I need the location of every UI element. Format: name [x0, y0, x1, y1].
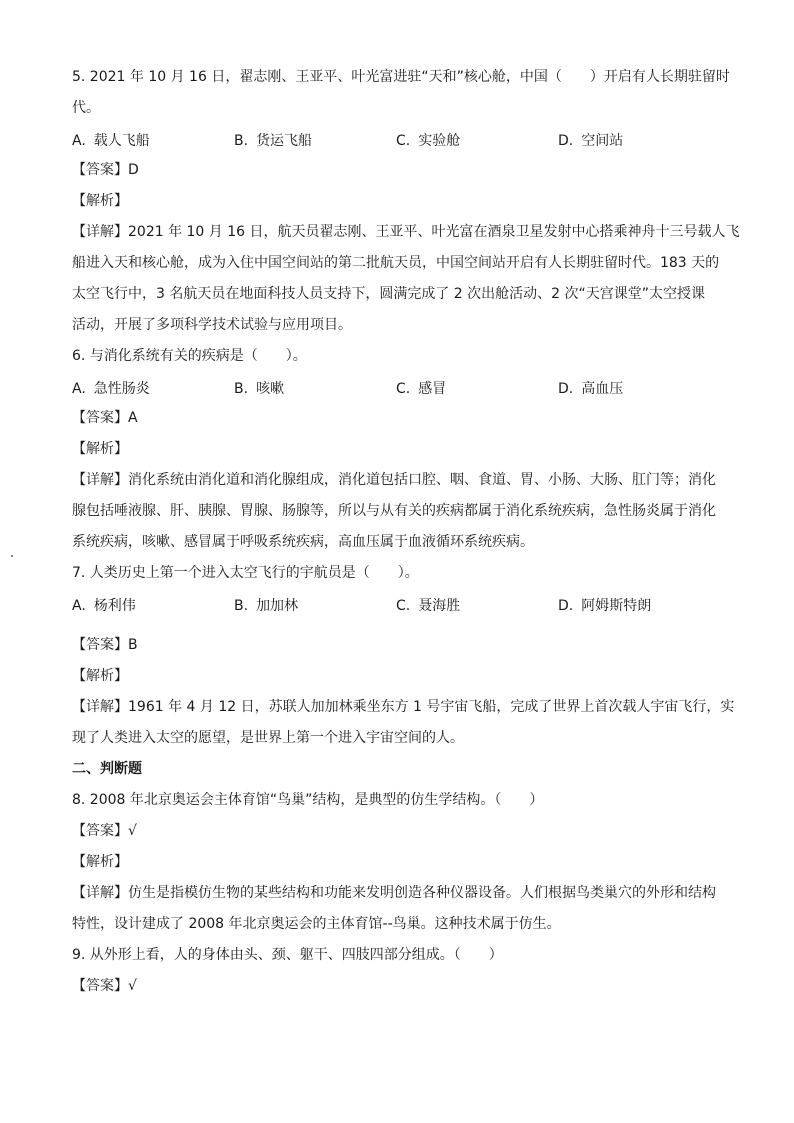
- question-stem: 7. 人类历史上第一个进入太空飞行的宇航员是（ ）。: [72, 565, 419, 581]
- document-page: [72, 62, 740, 1002]
- question-5: [72, 62, 740, 341]
- option-d: D. 高血压: [558, 380, 624, 397]
- options-row: [72, 372, 722, 403]
- option-b: B. 加加林: [234, 597, 299, 614]
- options-row: [72, 124, 722, 155]
- detail-line: 【详解】2021 年 10 月 16 日，航天员翟志刚、王亚平、叶光富在酒泉卫星发射中心搭乘神舟十三号载人飞: [72, 224, 740, 240]
- question-stem: 9. 从外形上看，人的身体由头、颈、躯干、四肢四部分组成。（ ）: [72, 947, 503, 963]
- question-stem: 8. 2008 年北京奥运会主体育馆“鸟巢”结构，是典型的仿生学结构。（ ）: [72, 792, 544, 808]
- detail-line: 太空飞行中，3 名航天员在地面科技人员支持下，圆满完成了 2 次出舱活动、2 次“天宫课堂”太空授课: [72, 286, 706, 302]
- detail-line: 腺包括唾液腺、肝、胰腺、胃腺、肠腺等，所以与从有关的疾病都属于消化系统疾病，急性肠炎属于消化: [72, 503, 716, 519]
- question-8: [72, 785, 722, 940]
- detail-line: 【详解】消化系统由消化道和消化腺组成，消化道包括口腔、咽、食道、胃、小肠、大肠、肛门等；消化: [72, 472, 716, 488]
- detail-line: 系统疾病，咳嗽、感冒属于呼吸系统疾病，高血压属于血液循环系统疾病。: [72, 534, 534, 550]
- option-c: C. 感冒: [396, 380, 447, 397]
- detail-line: 特性，设计建成了 2008 年北京奥运会的主体育馆--鸟巢。这种技术属于仿生。: [72, 916, 561, 932]
- option-c: C. 聂海胜: [396, 597, 461, 614]
- detail-line: 船进入天和核心舱，成为入住中国空间站的第二批航天员，中国空间站开启有人长期驻留时代。183 天的: [72, 255, 720, 271]
- question-stem: 6. 与消化系统有关的疾病是（ ）。: [72, 348, 307, 364]
- answer: 【答案】√: [72, 823, 137, 839]
- answer: 【答案】B: [72, 637, 138, 653]
- question-7: [72, 558, 735, 754]
- answer: 【答案】√: [72, 978, 137, 994]
- detail-line: 活动，开展了多项科学技术试验与应用项目。: [72, 317, 352, 333]
- option-d: D. 空间站: [558, 132, 624, 149]
- analysis-label: 【解析】: [72, 668, 128, 684]
- detail-line: 【详解】仿生是指模仿生物的某些结构和功能来发明创造各种仪器设备。人们根据鸟类巢穴的外形和结构: [72, 885, 716, 901]
- detail-line: 【详解】1961 年 4 月 12 日，苏联人加加林乘坐东方 1 号宇宙飞船，完成了世界上首次载人宇宙飞行，实: [72, 699, 735, 715]
- answer: 【答案】A: [72, 410, 138, 426]
- option-a: A. 杨利伟: [72, 597, 136, 614]
- question-stem: 5. 2021 年 10 月 16 日，翟志刚、王亚平、叶光富进驻“天和”核心舱，中国（ ）开启有人长期驻留时: [72, 69, 730, 85]
- stray-dot: [11, 555, 13, 557]
- option-a: A. 载人飞船: [72, 132, 150, 149]
- answer: 【答案】D: [72, 162, 139, 178]
- question-6: [72, 341, 722, 558]
- question-stem-continued: 代。: [72, 100, 100, 116]
- option-c: C. 实验舱: [396, 132, 461, 149]
- analysis-label: 【解析】: [72, 441, 128, 457]
- detail-line: 现了人类进入太空的愿望，是世界上第一个进入宇宙空间的人。: [72, 730, 464, 746]
- option-a: A. 急性肠炎: [72, 380, 150, 397]
- spacer: [72, 620, 722, 630]
- options-row: [72, 589, 722, 620]
- question-9: [72, 940, 722, 1002]
- analysis-label: 【解析】: [72, 854, 128, 870]
- option-b: B. 货运飞船: [234, 132, 313, 149]
- section-title: 二、判断题: [72, 761, 142, 777]
- option-d: D. 阿姆斯特朗: [558, 597, 652, 614]
- analysis-label: 【解析】: [72, 193, 128, 209]
- option-b: B. 咳嗽: [234, 380, 285, 397]
